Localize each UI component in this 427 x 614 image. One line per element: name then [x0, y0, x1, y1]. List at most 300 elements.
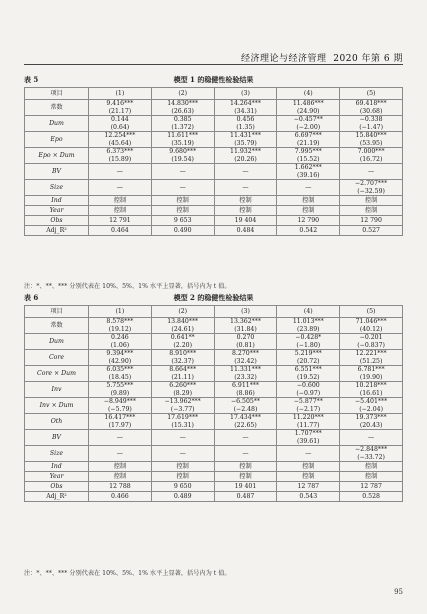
table-cell [340, 164, 403, 180]
coefficient-value: 控制 [239, 206, 252, 214]
table-cell [214, 472, 277, 482]
t-value: (−1.47) [359, 123, 383, 131]
t-value: (40.12) [359, 325, 383, 333]
table-cell [277, 164, 340, 180]
table-cell [151, 350, 214, 366]
table-cell [89, 472, 152, 482]
row-label: Year [25, 206, 89, 216]
coefficient-value: 控制 [176, 462, 189, 470]
table-row [25, 148, 403, 164]
coefficient-value: 0.490 [173, 226, 192, 234]
table6-number: 表 6 [24, 293, 39, 302]
table-cell [214, 492, 277, 502]
table-cell [277, 226, 340, 236]
row-label: Size [25, 446, 89, 462]
table-row [25, 472, 403, 482]
t-value: (39.16) [297, 171, 320, 179]
table-cell [340, 334, 403, 350]
table-cell [214, 164, 277, 180]
coefficient-value: 11.932*** [230, 148, 261, 156]
coefficient-value: −0.600 [296, 382, 320, 390]
t-value: (16.61) [359, 389, 383, 397]
coefficient-value: 9 650 [173, 482, 192, 490]
table-cell [277, 446, 340, 462]
table-row [25, 226, 403, 236]
table-cell [151, 100, 214, 116]
column-header: (5) [340, 306, 403, 318]
table5-note: 注：*、**、*** 分别代表在 10%、5%、1% 水平上显著，括号内为 t 值。 [24, 283, 231, 290]
coefficient-value: 7.000*** [357, 148, 385, 156]
coefficient-value: 9 653 [173, 216, 192, 224]
t-value: (16.72) [359, 155, 383, 163]
coefficient-value: 控制 [176, 206, 189, 214]
coefficient-value: — [179, 433, 186, 441]
coefficient-value: 17.619*** [167, 414, 199, 422]
coefficient-value: 19 401 [234, 482, 257, 490]
coefficient-value: 控制 [302, 472, 315, 480]
table-cell [277, 462, 340, 472]
t-value: (−32.59) [357, 187, 385, 195]
table-cell [277, 482, 340, 492]
table-cell [89, 216, 152, 226]
coefficient-value: −0.338 [359, 116, 383, 124]
table-cell [151, 398, 214, 414]
table-cell [277, 318, 340, 334]
t-value: (53.95) [359, 139, 383, 147]
journal-issue: 2020 年第 6 期 [333, 54, 403, 64]
table-cell [340, 100, 403, 116]
table-cell [89, 196, 152, 206]
row-label: Obs [25, 216, 89, 226]
coefficient-value: 0.527 [362, 226, 380, 234]
table-row [25, 164, 403, 180]
table-row [25, 366, 403, 382]
coefficient-value: 15.840*** [355, 132, 387, 140]
t-value: (8.86) [236, 389, 255, 397]
coefficient-value: 12 788 [109, 482, 131, 490]
coefficient-value: −0.457** [293, 116, 323, 124]
t-value: (31.84) [234, 325, 257, 333]
row-label: Obs [25, 482, 89, 492]
coefficient-value: 19 404 [234, 216, 257, 224]
table-cell [340, 226, 403, 236]
table-row [25, 482, 403, 492]
t-value: (0.64) [110, 123, 130, 131]
t-value: (15.31) [171, 421, 194, 429]
coefficient-value: 6.911*** [231, 382, 259, 390]
coefficient-value: 17.434*** [230, 414, 261, 422]
header-rule [24, 64, 403, 65]
row-label: Core × Dum [25, 366, 89, 382]
table-cell [151, 226, 214, 236]
row-label: 常数 [25, 100, 89, 116]
coefficient-value: 6.260*** [169, 382, 197, 390]
coefficient-value: 14.264*** [230, 100, 261, 108]
coefficient-value: 0.487 [236, 492, 255, 500]
coefficient-value: 11.431*** [230, 132, 261, 140]
table-cell [214, 350, 277, 366]
coefficient-value: 0.542 [299, 226, 318, 234]
t-value: (−2.00) [296, 123, 321, 131]
table-row [25, 350, 403, 366]
column-header: (3) [214, 306, 277, 318]
column-header: 项目 [25, 88, 89, 100]
coefficient-value: 5.755*** [106, 382, 134, 390]
t-value: (0.81) [236, 341, 255, 349]
table-cell [340, 414, 403, 430]
table-cell [277, 414, 340, 430]
coefficient-value: 11.013*** [292, 318, 324, 326]
coefficient-value: — [305, 449, 312, 457]
coefficient-value: 9.416*** [106, 100, 134, 108]
coefficient-value: 0.144 [111, 116, 129, 124]
table-cell [151, 164, 214, 180]
t-value: (42.90) [108, 357, 132, 365]
column-header: (1) [89, 306, 152, 318]
coefficient-value: 13.840*** [167, 318, 199, 326]
table-cell [151, 216, 214, 226]
table-cell [214, 414, 277, 430]
column-header: (1) [89, 88, 152, 100]
coefficient-value: 0.528 [362, 492, 380, 500]
coefficient-value: 0.456 [236, 116, 255, 124]
table-row [25, 206, 403, 216]
row-label: Inv [25, 382, 89, 398]
table-cell [89, 334, 152, 350]
t-value: (−33.72) [357, 453, 385, 461]
table-cell [151, 196, 214, 206]
table-cell [151, 148, 214, 164]
coefficient-value: 12 787 [360, 482, 382, 490]
coefficient-value: −5.877** [293, 398, 323, 406]
coefficient-value: 控制 [113, 462, 127, 470]
coefficient-value: 控制 [302, 462, 315, 470]
row-label: Epo [25, 132, 89, 148]
table-cell [214, 334, 277, 350]
coefficient-value: 1.707*** [294, 430, 322, 438]
t-value: (30.68) [359, 107, 383, 115]
table5-number: 表 5 [24, 75, 39, 84]
table-cell [89, 382, 152, 398]
row-label: Ind [25, 196, 89, 206]
table-row [25, 318, 403, 334]
table-cell [89, 398, 152, 414]
table-cell [277, 334, 340, 350]
coefficient-value: — [116, 449, 123, 457]
coefficient-value: 71.046*** [355, 318, 387, 326]
coefficient-value: 6.373*** [106, 148, 134, 156]
coefficient-value: — [116, 183, 123, 191]
column-header: (4) [277, 88, 340, 100]
t-value: (−2.04) [359, 405, 383, 413]
t-value: (19.12) [108, 325, 132, 333]
coefficient-value: 5.219*** [294, 350, 322, 358]
coefficient-value: −13.962*** [164, 398, 201, 406]
coefficient-value: 控制 [239, 462, 252, 470]
t-value: (−0.837) [357, 341, 385, 349]
row-label: Adj_R² [25, 492, 89, 502]
coefficient-value: 0.466 [111, 492, 129, 500]
table-row [25, 132, 403, 148]
journal-name: 经济理论与经济管理 [241, 54, 327, 64]
table-cell [214, 446, 277, 462]
table-cell [89, 206, 152, 216]
row-label: Inv × Dum [25, 398, 89, 414]
t-value: (19.90) [359, 373, 383, 381]
coefficient-value: — [116, 433, 123, 441]
coefficient-value: 11.331*** [230, 366, 261, 374]
table-cell [340, 318, 403, 334]
table-row [25, 100, 403, 116]
table-cell [340, 148, 403, 164]
coefficient-value: 7.995*** [294, 148, 322, 156]
table-cell [340, 350, 403, 366]
table-cell [214, 206, 277, 216]
t-value: (24.61) [171, 325, 194, 333]
row-label: 常数 [25, 318, 89, 334]
row-label: BV [25, 430, 89, 446]
row-label: Core [25, 350, 89, 366]
table-cell [340, 382, 403, 398]
table-cell [340, 196, 403, 206]
coefficient-value: 控制 [176, 472, 189, 480]
table-cell [214, 366, 277, 382]
table-cell [89, 430, 152, 446]
t-value: (32.37) [171, 357, 194, 365]
coefficient-value: 8.910*** [169, 350, 197, 358]
coefficient-value: 0.484 [236, 226, 255, 234]
coefficient-value: 11.220*** [292, 414, 324, 422]
coefficient-value: 0.246 [111, 334, 129, 342]
table-cell [340, 462, 403, 472]
table-cell [89, 366, 152, 382]
t-value: (35.19) [171, 139, 194, 147]
table-cell [151, 462, 214, 472]
t-value: (19.54) [171, 155, 194, 163]
t-value: (1.35) [236, 123, 255, 131]
t-value: (−0.97) [296, 389, 321, 397]
table-cell [214, 216, 277, 226]
table-cell [277, 350, 340, 366]
coefficient-value: 控制 [113, 196, 127, 204]
coefficient-value: 0.641** [170, 334, 195, 342]
coefficient-value: 12 787 [297, 482, 320, 490]
coefficient-value: 控制 [302, 196, 315, 204]
row-label: Oth [25, 414, 89, 430]
row-label: Epo × Dum [25, 148, 89, 164]
table-cell [89, 350, 152, 366]
t-value: (8.29) [173, 389, 192, 397]
coefficient-value: 0.270 [236, 334, 255, 342]
t-value: (−2.48) [233, 405, 258, 413]
table-cell [151, 116, 214, 132]
t-value: (24.90) [297, 107, 320, 115]
coefficient-value: 6.035*** [106, 366, 134, 374]
table-cell [340, 216, 403, 226]
table-cell [214, 226, 277, 236]
table-cell [151, 334, 214, 350]
table-cell [89, 492, 152, 502]
t-value: (20.26) [234, 155, 257, 163]
coefficient-value: 8.270*** [231, 350, 259, 358]
coefficient-value: 控制 [239, 472, 252, 480]
coefficient-value: 控制 [364, 196, 378, 204]
t-value: (−5.79) [108, 405, 132, 413]
row-label: Ind [25, 462, 89, 472]
table-row [25, 492, 403, 502]
table-cell [89, 132, 152, 148]
table-cell [340, 180, 403, 196]
table6-caption [24, 293, 403, 305]
table-cell [214, 196, 277, 206]
coefficient-value: — [368, 167, 375, 175]
running-head [241, 51, 403, 64]
table-cell [151, 472, 214, 482]
coefficient-value: 11.611*** [167, 132, 199, 140]
coefficient-value: 14.830*** [167, 100, 199, 108]
table5-header-row [25, 88, 403, 100]
table-cell [277, 492, 340, 502]
table-cell [89, 180, 152, 196]
coefficient-value: 控制 [176, 196, 189, 204]
coefficient-value: — [242, 433, 249, 441]
table-cell [89, 462, 152, 472]
table-cell [151, 206, 214, 216]
table-row [25, 196, 403, 206]
t-value: (20.72) [297, 357, 320, 365]
table-cell [340, 446, 403, 462]
table-cell [340, 430, 403, 446]
table-row [25, 462, 403, 472]
coefficient-value: 8.578*** [106, 318, 134, 326]
table-cell [277, 382, 340, 398]
coefficient-value: 0.385 [173, 116, 192, 124]
table-row [25, 382, 403, 398]
row-label: Adj_R² [25, 226, 89, 236]
coefficient-value: 12.221*** [355, 350, 387, 358]
column-header: (5) [340, 88, 403, 100]
table-row [25, 430, 403, 446]
table-cell [89, 100, 152, 116]
column-header: (4) [277, 306, 340, 318]
t-value: (26.63) [171, 107, 194, 115]
table-cell [151, 414, 214, 430]
table-cell [277, 100, 340, 116]
coefficient-value: 12 790 [297, 216, 320, 224]
table-row [25, 398, 403, 414]
table-cell [277, 196, 340, 206]
coefficient-value: 69.418*** [355, 100, 387, 108]
t-value: (17.97) [108, 421, 132, 429]
t-value: (1.372) [171, 123, 194, 131]
table-cell [277, 430, 340, 446]
table6 [24, 305, 403, 502]
table-row [25, 116, 403, 132]
t-value: (1.06) [110, 341, 130, 349]
page-number: 95 [394, 588, 403, 596]
row-label: Size [25, 180, 89, 196]
table-cell [214, 482, 277, 492]
table-cell [214, 430, 277, 446]
coefficient-value: 9.394*** [106, 350, 134, 358]
table6-note: 注：*、**、*** 分别代表在 10%、5%、1% 水平上显著，括号内为 t 值。 [24, 570, 231, 577]
t-value: (−2.17) [296, 405, 321, 413]
t-value: (51.25) [359, 357, 383, 365]
table6-header-row [25, 306, 403, 318]
table-cell [340, 206, 403, 216]
table-cell [89, 446, 152, 462]
table-cell [277, 398, 340, 414]
column-header: (2) [151, 88, 214, 100]
table-cell [151, 318, 214, 334]
table5-caption [24, 75, 403, 87]
table-cell [214, 148, 277, 164]
t-value: (15.89) [108, 155, 132, 163]
coefficient-value: −2.848*** [355, 446, 388, 454]
table-cell [89, 226, 152, 236]
coefficient-value: 10.218*** [355, 382, 387, 390]
table-row [25, 334, 403, 350]
t-value: (32.42) [234, 357, 257, 365]
table-cell [89, 148, 152, 164]
t-value: (39.61) [297, 437, 320, 445]
table-cell [151, 382, 214, 398]
table-cell [151, 180, 214, 196]
coefficient-value: 控制 [239, 196, 252, 204]
coefficient-value: 6.697*** [294, 132, 322, 140]
table-cell [277, 132, 340, 148]
t-value: (45.64) [108, 139, 132, 147]
table5-title: 模型 1 的稳健性检验结果 [173, 75, 254, 84]
coefficient-value: 6.551*** [294, 366, 322, 374]
table-cell [214, 398, 277, 414]
table-row [25, 414, 403, 430]
table-cell [151, 446, 214, 462]
coefficient-value: 11.486*** [292, 100, 324, 108]
coefficient-value: 控制 [113, 472, 127, 480]
t-value: (22.65) [234, 421, 257, 429]
table-cell [151, 366, 214, 382]
table-cell [340, 116, 403, 132]
table5 [24, 87, 403, 236]
coefficient-value: — [242, 183, 249, 191]
table-cell [214, 132, 277, 148]
coefficient-value: −0.428* [295, 334, 322, 342]
table-cell [151, 430, 214, 446]
column-header: (3) [214, 88, 277, 100]
coefficient-value: 12.254*** [104, 132, 136, 140]
table-cell [340, 492, 403, 502]
table-cell [89, 164, 152, 180]
table-cell [89, 116, 152, 132]
coefficient-value: — [242, 167, 249, 175]
coefficient-value: 控制 [302, 206, 315, 214]
table6-title: 模型 2 的稳健性检验结果 [173, 293, 254, 302]
coefficient-value: 0.543 [299, 492, 318, 500]
t-value: (15.52) [297, 155, 320, 163]
table-cell [214, 318, 277, 334]
coefficient-value: 12 791 [109, 216, 131, 224]
t-value: (23.32) [234, 373, 257, 381]
coefficient-value: 控制 [364, 462, 378, 470]
t-value: (20.43) [359, 421, 383, 429]
coefficient-value: 19.373*** [355, 414, 387, 422]
column-header: (2) [151, 306, 214, 318]
coefficient-value: — [179, 167, 186, 175]
table-cell [89, 482, 152, 492]
coefficient-value: — [368, 433, 375, 441]
table-cell [214, 100, 277, 116]
